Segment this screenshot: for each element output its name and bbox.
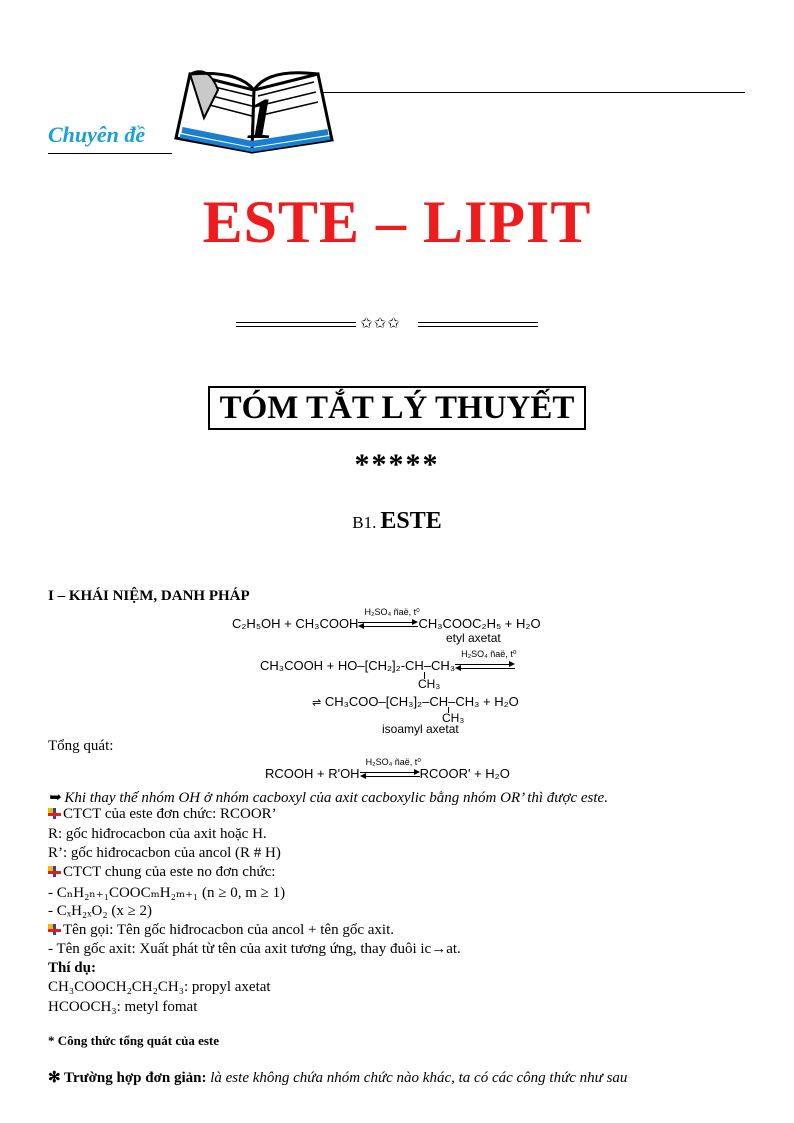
equation-general: RCOOH + R'OH H₂SO₄ ñaë, t⁰ RCOOR' + H₂O: [265, 756, 510, 781]
divider-left: [236, 322, 356, 327]
equation-2-branch: CH₃: [418, 677, 441, 691]
equilibrium-arrow: H₂SO₄ ñaë, t⁰: [358, 619, 418, 631]
section-heading: I – KHÁI NIỆM, DANH PHÁP: [48, 588, 250, 604]
lesson-prefix: B1.: [352, 513, 377, 532]
lesson-heading: [0, 508, 794, 535]
example-label: Thí dụ:: [48, 960, 96, 976]
r2-line: R’: gốc hiđrocacbon của ancol (R # H): [48, 845, 281, 861]
r-line: R: gốc hiđrocacbon của axit hoặc H.: [48, 826, 267, 842]
equation-2: CH₃COOH + HO–[CH₂]₂-CH–CH₃ H₂SO₄ ñaë, t⁰: [260, 648, 517, 673]
summary-stars: *****: [354, 448, 440, 481]
acid-name-line: - Tên gốc axit: Xuất phát từ tên của axit tương ứng, thay đuôi ic→at.: [48, 941, 461, 957]
simple-case-line: ✻ Trường hợp đơn giản: là este không chứa nhóm chức nào khác, ta có các công thức như sau: [48, 1070, 628, 1086]
open-book-icon: [168, 60, 340, 160]
lesson-title: ESTE: [380, 508, 442, 534]
series-label: Chuyên đề: [48, 122, 146, 147]
bullet-icon: [48, 866, 61, 877]
equation-1-name: etyl axetat: [446, 631, 501, 645]
chapter-number: 1: [246, 86, 275, 151]
summary-title-box: TÓM TẮT LÝ THUYẾT: [208, 386, 586, 430]
ctct-line: CTCT của este đơn chức: RCOOR’: [48, 806, 277, 823]
bullet-icon: [48, 808, 61, 819]
naming-line: Tên gọi: Tên gốc hiđrocacbon của ancol + tên gốc axit.: [48, 922, 394, 939]
formula-1: - CₙH₂ₙ₊₁COOCₘH₂ₘ₊₁ (n ≥ 0, m ≥ 1): [48, 885, 286, 901]
example-2: HCOOCH₃: metyl fomat: [48, 999, 198, 1015]
ctct2-line: CTCT chung của este no đơn chức:: [48, 864, 275, 881]
divider-right: [418, 322, 538, 327]
general-formula-heading: * Công thức tổng quát của este: [48, 1033, 220, 1048]
example-1: CH₃COOCH₂CH₂CH₃: propyl axetat: [48, 979, 271, 995]
reverse-arrow-icon: ⇌: [312, 697, 322, 709]
equilibrium-arrow: H₂SO₄ ñaë, t⁰: [360, 769, 420, 781]
general-label: Tổng quát:: [48, 738, 114, 754]
equilibrium-arrow: H₂SO₄ ñaë, t⁰: [455, 661, 515, 673]
bullet-icon: [48, 924, 61, 935]
divider-stars: ✩✩✩: [360, 314, 401, 332]
equation-3: ⇌ CH₃COO–[CH₃]₂–CH–CH₃ + H₂O: [312, 694, 519, 709]
conclusion-text: ➥ Khi thay thế nhóm OH ở nhóm cacboxyl của axit cacboxylic bằng nhóm OR’ thì được este.: [48, 790, 608, 806]
equation-1: C₂H₅OH + CH₃COOH H₂SO₄ ñaë, t⁰ CH₃COOC₂H₅ + H₂O: [232, 606, 541, 631]
series-underline: [48, 153, 172, 154]
equation-3-name: isoamyl axetat: [382, 722, 459, 736]
equation-3-branch: CH₃: [442, 711, 465, 725]
formula-2: - CₓH₂ₓO₂ (x ≥ 2): [48, 903, 153, 919]
main-title: ESTE – LIPIT: [202, 189, 592, 255]
